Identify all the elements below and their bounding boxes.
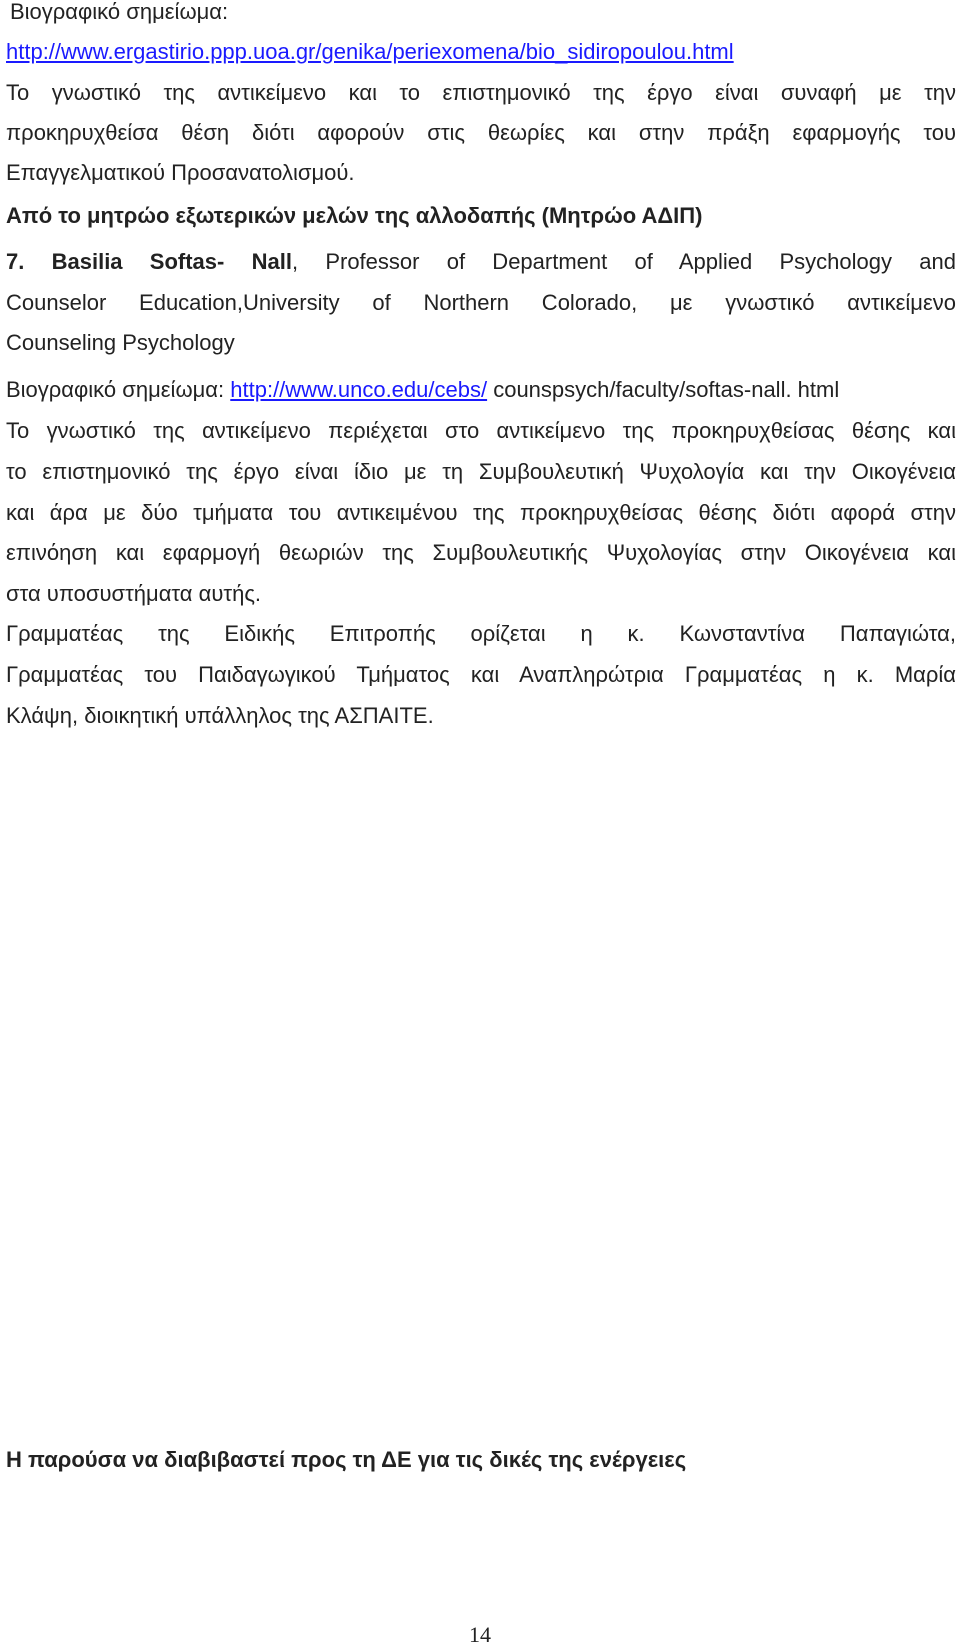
member-7-line-1	[6, 248, 956, 276]
member-name: Basilia Softas- Nall	[51, 249, 292, 274]
relevance-line: Επαγγελματικού Προσανατολισμού.	[6, 160, 355, 185]
bio-url-line	[6, 38, 734, 66]
foreign-registry-heading: Από το μητρώο εξωτερικών μελών της αλλοδαπής (Μητρώο ΑΔΙΠ)	[6, 203, 703, 228]
member-description: , Professor of Department of Applied Psychology and	[291, 249, 956, 274]
relevance-line: το επιστημονικό της έργο είναι ίδιο με τη Συμβουλευτική Ψυχολογία και την Οικογένεια	[6, 459, 956, 484]
member-7-bio-line	[6, 376, 839, 404]
bio-url-link[interactable]: http://www.ergastirio.ppp.uoa.gr/genika/periexomena/bio_sidiropoulou.html	[6, 39, 734, 64]
member-number: 7.	[6, 249, 25, 274]
bio-url-link[interactable]: http://www.unco.edu/cebs/	[230, 377, 488, 402]
page-number: 14	[469, 1622, 491, 1647]
relevance-line: Το γνωστικό της αντικείμενο περιέχεται στο αντικείμενο της προκηρυχθείσας θέσης και	[6, 418, 956, 443]
relevance-line: Το γνωστικό της αντικείμενο και το επιστημονικό της έργο είναι συναφή με την	[6, 80, 956, 105]
member-description-line: Counseling Psychology	[6, 330, 235, 355]
relevance-line: προκηρυχθείσα θέση διότι αφορούν στις θεωρίες και στην πράξη εφαρμογής του	[6, 120, 956, 145]
relevance-line: και άρα με δύο τμήματα του αντικειμένου της προκηρυχθείσας θέσης διότι αφορά στην	[6, 500, 956, 525]
relevance-line: επινόηση και εφαρμογή θεωριών της Συμβουλευτικής Ψυχολογίας στην Οικογένεια και	[6, 540, 956, 565]
member-description-line: Counselor Education,University of Northern Colorado, με γνωστικό αντικείμενο	[6, 290, 956, 315]
secretary-line: Γραμματέας του Παιδαγωγικού Τμήματος και Αναπληρώτρια Γραμματέας η κ. Μαρία	[6, 662, 956, 687]
secretary-line: Γραμματέας της Ειδικής Επιτροπής ορίζεται η κ. Κωνσταντίνα Παπαγιώτα,	[6, 621, 956, 646]
bio-label: Βιογραφικό σημείωμα:	[10, 0, 229, 24]
bio-url-rest: counspsych/faculty/softas-nall. html	[487, 377, 840, 402]
secretary-line: Κλάψη, διοικητική υπάλληλος της ΑΣΠΑΙΤΕ.	[6, 703, 434, 728]
forwarding-note: Η παρούσα να διαβιβαστεί προς τη ΔΕ για τις δικές της ενέργειες	[6, 1447, 687, 1472]
relevance-line: στα υποσυστήματα αυτής.	[6, 581, 262, 606]
bio-label: Βιογραφικό σημείωμα:	[6, 377, 225, 402]
